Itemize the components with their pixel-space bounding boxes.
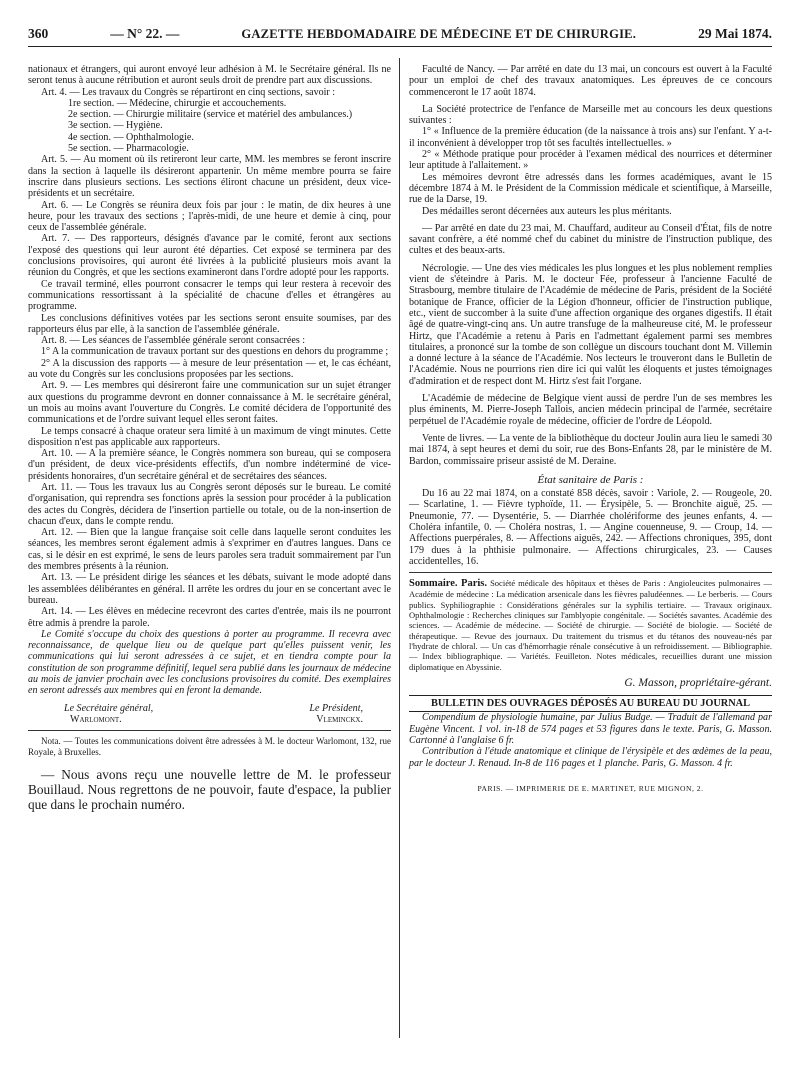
health-report-title: État sanitaire de Paris : (537, 473, 644, 486)
publisher-signature: G. Masson, propriétaire-gérant. (624, 676, 772, 689)
article-14: Art. 14. — Les élèves en médecine recevront des cartes d'entrée, mais ils ne pourront être admis à prendre la parole. (28, 606, 391, 629)
bulletin-title: BULLETIN DES OUVRAGES DÉPOSÉS AU BUREAU DU JOURNAL (409, 695, 772, 712)
article-4: Art. 4. — Les travaux du Congrès se répartiront en cinq sections, savoir : (41, 86, 336, 98)
article-8: Art. 8. — Les séances de l'assemblée générale seront consacrées : (41, 335, 306, 347)
president-title: Le Président, (309, 702, 363, 714)
article-9: Art. 9. — Les membres qui désireront faire une communication sur un sujet étranger aux questions du programme devront en donner connaissance à M. le secrétaire général, un mois au moins avant l'ouverture du Congrès. Le comité décidera de l'opportunité des communications et de l'ordre suivant lequel elles seront faites. (28, 380, 391, 426)
rule (28, 730, 391, 731)
bulletin-entry: Contribution à l'étude anatomique et clinique de l'érysipèle et des œdèmes de la peau, par le docteur J. Renaud. In-8 de 116 pages et 1 planche. Paris, G. Masson. 4 fr. (409, 746, 772, 769)
section-item: 3e section. — Hygiène. (68, 120, 163, 132)
paragraph: nationaux et étrangers, qui auront envoyé leur adhésion à M. le Secrétaire général. Ils ne seront tenus à aucune rétribution et auront seuls droit de prendre part aux discussions. (28, 64, 391, 87)
question-2: 2° « Méthode pratique pour procéder à l'examen médical des nourrices et déterminer leur aptitude à l'allaitement. » (409, 149, 772, 172)
paragraph: Les mémoires devront être adressés dans les formes académiques, avant le 15 décembre 1874 à M. le Président de la Commission médicale et scientifique, à Marseille, rue de la Darse, 19. (409, 171, 772, 206)
column-divider (399, 58, 400, 1038)
printer-footer: PARIS. — IMPRIMERIE DE E. MARTINET, RUE MIGNON, 2. (477, 783, 704, 793)
article-10: Art. 10. — A la première séance, le Congrès nommera son bureau, qui se composera d'un président, de deux vice-présidents effectifs, d'un nombre indéterminé de vice-présidents honoraires, d'un secrétaire général et de secrétaires des séances. (28, 448, 391, 482)
necrology: Nécrologie. — Une des vies médicales les plus longues et les plus noblement remplies vient de s'éteindre à Paris. M. le docteur Fée, professeur à l'ancienne Faculté de Strasbourg, membre titulaire de l'Académie de médecine de Paris, président de la Société botanique de France, officier de la Légion d'honneur, officier de l'instruction publique, etc., vient de succomber à la suite d'une affection organique des organes digestifs. Il était âgé de quatre-vingt-cinq ans. Un autre transfuge de la malheureuse cité, M. le professeur Hirtz, que l'Académie a retenu à Paris en l'admettant également parmi ses membres titulaires, a prononcé sur la tombe de son collègue un discours touchant dont M. Villemin a donné lecture à la séance de l'Académie. Nos lecteurs le trouveront dans le Bulletin de l'Académie. Nous ne pourrions rien dire ici qui valût les éloquents et justes témoignages d'admiration et de respect dont M. Hirtz s'est fait l'organe. (409, 262, 772, 387)
nancy-faculty-notice: Faculté de Nancy. — Par arrêté en date du 13 mai, un concours est ouvert à la Faculté pour un emploi de chef des travaux anatomiques. Les épreuves de ce concours commenceront le 17 août 1874. (409, 64, 772, 98)
chauffard-notice: — Par arrêté en date du 23 mai, M. Chauffard, auditeur au Conseil d'État, fils de notre savant confrère, a été nommé chef du cabinet du ministre de l'instruction publique, des cultes et des beaux-arts. (409, 222, 772, 257)
journal-title: GAZETTE HEBDOMADAIRE DE MÉDECINE ET DE CHIRURGIE. (241, 26, 637, 41)
president-name: Vleminckx. (316, 713, 363, 725)
article-7: Art. 7. — Des rapporteurs, désignés d'avance par le comité, feront aux sections l'exposé des questions qui leur auront été départies. Cet exposé se terminera par des conclusions provisoires, qui auront été livrées à la publicité plusieurs mois avant la réunion du Congrès, et que les sections examineront dans l'ordre adopté pour les rapports. (28, 233, 391, 279)
book-sale-notice: Vente de livres. — La vente de la bibliothèque du docteur Joulin aura lieu le samedi 30 mai 1874, à sept heures et demi du soir, rue des Bons-Enfants 28, par le ministère de M. Bardon, commissaire priseur assisté de M. Deraine. (409, 432, 772, 467)
section-item: 4e section. — Ophthalmologie. (68, 131, 194, 143)
paragraph: 2° A la discussion des rapports — à mesure de leur présentation — et, le cas échéant, au vote du Congrès sur les conclusions proposées par les sections. (28, 357, 391, 381)
section-item: 5e section. — Pharmacologie. (68, 143, 189, 155)
issue-date: 29 Mai 1874. (698, 26, 772, 41)
committee-note: Le Comité s'occupe du choix des questions à porter au programme. Il recevra avec reconnaissance, de quelque lieu ou de quelque part qu'elles puissent venir, les communications qui lui seront adressées à ce sujet, et en tiendra compte pour la constitution de son programme définitif, lequel sera publié dans les journaux de médecine au mois de janvier prochain avec les conclusions provisoires du comité. Des exemplaires en seront adressés aux membres qui en feront la demande. (28, 628, 391, 697)
paragraph: Les conclusions définitives votées par les sections seront ensuite soumises, par des rapporteurs élus par elle, à la sanction de l'assemblée générale. (28, 312, 391, 335)
rule (409, 572, 772, 573)
article-5: Art. 5. — Au moment où ils retireront leur carte, MM. les membres se feront inscrire dans la section à laquelle ils désireront appartenir. Un même membre pourra se faire inscrire dans plusieurs sections. Les sections éliront chacune un président, deux vice-présidents et un secrétaire. (28, 154, 391, 200)
article-13: Art. 13. — Le président dirige les séances et les débats, suivant le mode adopté dans les assemblées délibérantes en général. Il arrête les ordres du jour en se concertant avec le bureau. (28, 572, 391, 606)
section-item: 2e section. — Chirurgie militaire (service et matériel des ambulances.) (68, 109, 353, 121)
question-1: 1° « Influence de la première éducation (de la naissance à trois ans) sur l'enfant. Y a-t-il inconvénient à développer trop tôt ses facultés intellectuelles. » (409, 126, 772, 149)
article-6: Art. 6. — Le Congrès se réunira deux fois par jour : le matin, de dix heures à une heure, pour les travaux des sections ; l'après-midi, de une heure et demie à cinq, pour ceux de l'assemblée générale. (28, 199, 391, 234)
article-11: Art. 11. — Tous les travaux lus au Congrès seront déposés sur le bureau. Le comité d'organisation, qui reprendra ses fonctions après la session pour procéder à la publication des actes du Congrès, décidera de l'insertion partielle ou totale, ou de la non-insertion de chacun d'eux, dans le compte rendu. (28, 481, 391, 527)
left-column (28, 64, 391, 812)
signature-titles (28, 703, 391, 714)
summary (409, 578, 772, 672)
bulletin-entry: Compendium de physiologie humaine, par Julius Budge. — Traduit de l'allemand par Eugène Vincent. 1 vol. in-18 de 574 pages et 53 figures dans le texte. Paris, G. Masson. Cartonné à l'anglaise 6 fr. (409, 712, 772, 747)
paragraph: 1° A la communication de travaux portant sur des questions en dehors du programme ; (41, 346, 389, 358)
paragraph: Le temps consacré à chaque orateur sera limité à un maximum de vingt minutes. Cette disposition n'est pas applicable aux rapporteurs. (28, 425, 391, 448)
right-column (409, 64, 772, 794)
marseille-society-notice: La Société protectrice de l'enfance de Marseille met au concours les deux questions suivantes : (409, 103, 772, 127)
health-report: Du 16 au 22 mai 1874, on a constaté 858 décès, savoir : Variole, 2. — Rougeole, 20. — Scarlatine, 1. — Fièvre typhoïde, 11. — Érysipèle, 5. — Bronchite aiguë, 25. — Pneumonie, 77. — Dysentérie, 5. — Diarrhée cholériforme des jeunes enfants, 4. — Choléra infantile, 0. — Choléra nostras, 1. — Angine couenneuse, 9. — Croup, 14. — Affections puerpérales, 8. — Affections aiguës, 242. — Affections chroniques, 395, dont 179 dues à la phthisie pulmonaire. — Affections chirurgicales, 23. — Causes accidentelles, 16. (409, 488, 772, 567)
nota: Nota. — Toutes les communications doivent être adressées à M. le docteur Warlomont, 132, rue Royale, à Bruxelles. (28, 736, 391, 757)
section-item: 1re section. — Médecine, chirurgie et accouchements. (68, 97, 287, 109)
page-number: 360 (28, 26, 49, 41)
summary-text: Société médicale des hôpitaux et thèses de Paris : Angioleucites pulmonaires — Académie de médecine : La médication arsenicale dans les fièvres paludéennes. — Le berberis. — Cours publics. Syphiliographie : Considérations générales sur la syphilis tertiaire. — Travaux originaux. Ophthalmologie : Recherches cliniques sur l'amblyopie congénitale. — Sociétés savantes. Académie des sciences. — Académie de médecine. — Société de chirurgie. — Société de biologie. — Société de thérapeutique. — Revue des journaux. Du traitement du trismus et du tétanos des nouveau-nés par l'hydrate de chloral. — Un cas d'hémorrhagie rénale consécutive à un refroidissement. — Bibliographie. — Index bibliographique. — Variétés. Feuilleton. Notes médicales, recueillies durant une mission diplomatique en Abyssinie. (409, 578, 772, 672)
article-12: Art. 12. — Bien que la langue française soit celle dans laquelle seront conduites les séances, les membres seront également admis à s'exprimer en d'autres langues. Dans ce cas, si le désir en est exprimé, le sens de leurs paroles sera traduit sommairement par l'un des membres présents à la réunion. (28, 527, 391, 573)
paragraph: Ce travail terminé, elles pourront consacrer le temps qui leur restera à recevoir des communications ressortissant à la spécialité de chacune d'elles et étrangères au programme. (28, 278, 391, 313)
paragraph: Des médailles seront décernées aux auteurs les plus méritants. (422, 205, 672, 217)
bouillaud-notice: — Nous avons reçu une nouvelle lettre de M. le professeur Bouillaud. Nous regrettons de ne pouvoir, faute d'espace, la publier que dans le prochain numéro. (28, 766, 391, 812)
belgian-academy-notice: L'Académie de médecine de Belgique vient aussi de perdre l'un de ses membres les plus éminents, M. Pierre-Joseph Tallois, ancien médecin principal de l'armée, secrétaire perpétuel de l'Académie royale de médecine, officier de l'ordre de Léopold. (409, 393, 772, 427)
page-header (28, 22, 772, 47)
summary-label: Sommaire. Paris. (409, 578, 488, 590)
issue-number: — N° 22. — (110, 26, 180, 41)
secretary-name: Warlomont. (70, 713, 122, 725)
secretary-title: Le Secrétaire général, (64, 702, 154, 714)
signature-names (28, 714, 391, 725)
